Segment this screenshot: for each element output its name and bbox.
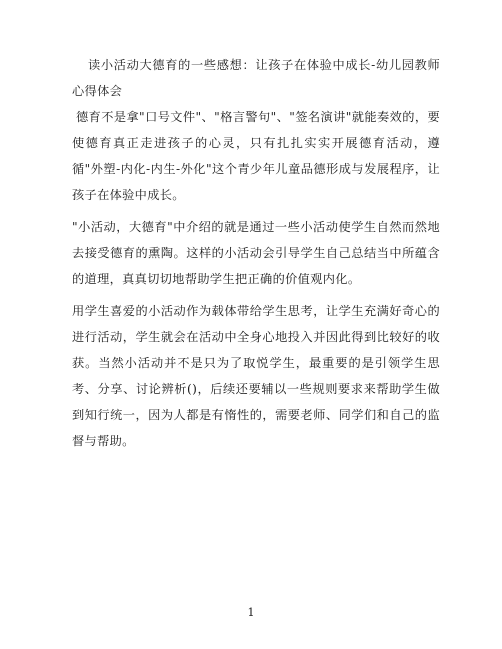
document-body (72, 52, 440, 454)
paragraph-2: "小活动，大德育"中介绍的就是通过一些小活动使学生自然而然地去接受德育的熏陶。这样的小活动会引导学生自己总结当中所蕴含的道理，真真切切地帮助学生把正确的价值观内化。 (72, 220, 440, 286)
document-title: 读小活动大德育的一些感想：让孩子在体验中成长-幼儿园教师心得体会 (72, 58, 440, 98)
paragraph-1: 德育不是拿"口号文件"、"格言警句"、"签名演讲"就能奏效的，要使德育真正走进孩子的心灵，只有扎扎实实开展德育活动，遵循"外塑-内化-内生-外化"这个青少年儿童品德形成与发展程序，让孩子在体验中成长。 (72, 110, 440, 202)
paragraph-3: 用学生喜爱的小活动作为载体带给学生思考，让学生充满好奇心的进行活动，学生就会在活动中全身心地投入并因此得到比较好的收获。当然小活动并不是只为了取悦学生，最重要的是引领学生思考、分享、讨论辨析()，后续还要辅以一些规则要求来帮助学生做到知行统一，因为人都是有惰性的，需要老师、同学们和自己的监督与帮助。 (72, 304, 440, 448)
page-number: 1 (247, 606, 255, 619)
